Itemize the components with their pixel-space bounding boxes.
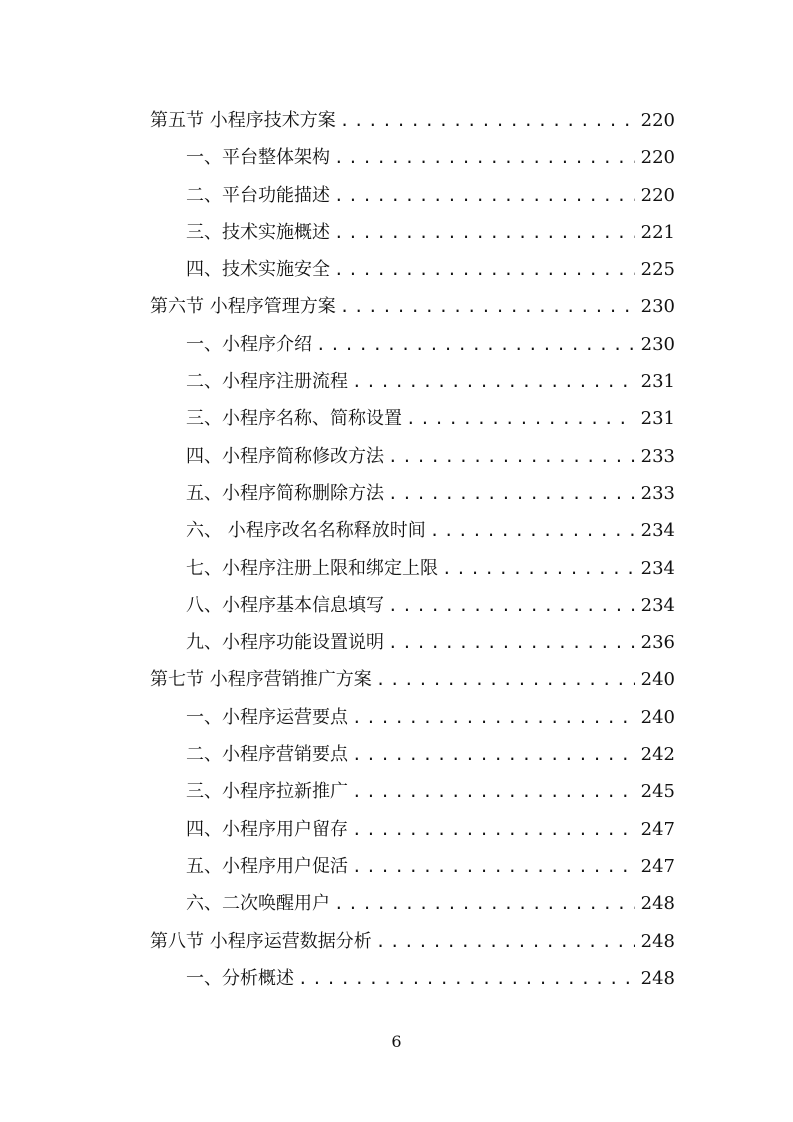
toc-dot-leader	[352, 699, 635, 736]
toc-page-number: 231	[640, 408, 675, 430]
toc-subsection-entry[interactable]	[150, 773, 675, 810]
toc-dot-leader	[334, 177, 635, 214]
toc-entry-label: 三、小程序名称、简称设置	[186, 408, 402, 430]
toc-entry-label: 四、小程序用户留存	[186, 818, 348, 840]
toc-subsection-entry[interactable]	[150, 624, 675, 661]
toc-entry-label: 一、小程序运营要点	[186, 706, 348, 728]
toc-page-number: 242	[640, 744, 675, 766]
toc-subsection-entry[interactable]	[150, 139, 675, 176]
toc-page-number: 234	[640, 557, 675, 579]
toc-section-entry[interactable]	[150, 288, 675, 325]
toc-page-number: 220	[640, 110, 675, 131]
toc-subsection-entry[interactable]	[150, 960, 675, 997]
toc-page-number: 240	[640, 706, 675, 728]
toc-dot-leader	[334, 251, 635, 288]
toc-page-number: 234	[640, 520, 675, 542]
toc-entry-label: 五、小程序用户促活	[186, 855, 348, 877]
toc-page-number: 220	[640, 184, 675, 206]
toc-dot-leader	[334, 139, 635, 176]
toc-dot-leader	[316, 326, 635, 363]
toc-dot-leader	[406, 400, 635, 437]
toc-entry-label: 一、小程序介绍	[186, 333, 312, 355]
toc-section-entry[interactable]	[150, 661, 675, 698]
toc-entry-label: 九、小程序功能设置说明	[186, 632, 384, 654]
toc-dot-leader	[352, 848, 635, 885]
toc-entry-label: 七、小程序注册上限和绑定上限	[186, 557, 438, 579]
toc-section-entry[interactable]	[150, 102, 675, 139]
toc-subsection-entry[interactable]	[150, 475, 675, 512]
toc-subsection-entry[interactable]	[150, 214, 675, 251]
toc-subsection-entry[interactable]	[150, 550, 675, 587]
toc-entry-label: 八、小程序基本信息填写	[186, 594, 384, 616]
toc-subsection-entry[interactable]	[150, 848, 675, 885]
toc-dot-leader	[352, 363, 635, 400]
toc-page-number: 247	[640, 855, 675, 877]
toc-entry-label: 第五节 小程序技术方案	[150, 110, 336, 131]
toc-subsection-entry[interactable]	[150, 885, 675, 922]
toc-page-number: 248	[640, 893, 675, 915]
toc-dot-leader	[442, 550, 635, 587]
toc-subsection-entry[interactable]	[150, 177, 675, 214]
toc-subsection-entry[interactable]	[150, 512, 675, 549]
toc-dot-leader	[376, 923, 635, 960]
toc-dot-leader	[352, 811, 635, 848]
toc-dot-leader	[388, 475, 635, 512]
toc-subsection-entry[interactable]	[150, 438, 675, 475]
toc-section-entry[interactable]	[150, 923, 675, 960]
toc-subsection-entry[interactable]	[150, 251, 675, 288]
toc-page-number: 234	[640, 594, 675, 616]
table-of-contents	[150, 102, 675, 997]
toc-dot-leader	[376, 661, 635, 698]
toc-dot-leader	[388, 438, 635, 475]
toc-dot-leader	[334, 214, 635, 251]
toc-subsection-entry[interactable]	[150, 326, 675, 363]
toc-page-number: 230	[640, 333, 675, 355]
toc-page-number: 245	[640, 781, 675, 803]
toc-page-number: 247	[640, 818, 675, 840]
toc-dot-leader	[388, 624, 635, 661]
toc-entry-label: 二、小程序注册流程	[186, 371, 348, 393]
toc-subsection-entry[interactable]	[150, 699, 675, 736]
toc-entry-label: 三、技术实施概述	[186, 221, 330, 243]
toc-dot-leader	[352, 736, 635, 773]
toc-page-number: 230	[640, 296, 675, 318]
toc-entry-label: 六、 小程序改名名称释放时间	[186, 520, 426, 542]
toc-page-number: 233	[640, 445, 675, 467]
toc-entry-label: 第八节 小程序运营数据分析	[150, 930, 372, 952]
toc-entry-label: 五、小程序简称删除方法	[186, 482, 384, 504]
toc-page-number: 248	[640, 967, 675, 989]
toc-subsection-entry[interactable]	[150, 363, 675, 400]
toc-dot-leader	[388, 587, 635, 624]
toc-page-number: 236	[640, 632, 675, 654]
toc-dot-leader	[352, 773, 635, 810]
toc-dot-leader	[340, 288, 635, 325]
toc-page-number: 240	[640, 669, 675, 691]
toc-dot-leader	[334, 885, 635, 922]
toc-page-number: 225	[640, 259, 675, 281]
toc-subsection-entry[interactable]	[150, 811, 675, 848]
toc-page-number: 231	[640, 371, 675, 393]
toc-entry-label: 六、二次唤醒用户	[186, 893, 330, 915]
toc-dot-leader	[298, 960, 635, 997]
toc-page-number: 220	[640, 147, 675, 169]
page-number: 6	[391, 1032, 402, 1051]
toc-page-number: 248	[640, 930, 675, 952]
toc-entry-label: 二、平台功能描述	[186, 184, 330, 206]
toc-entry-label: 一、平台整体架构	[186, 147, 330, 169]
toc-entry-label: 二、小程序营销要点	[186, 744, 348, 766]
toc-entry-label: 一、分析概述	[186, 967, 294, 989]
toc-page-number: 233	[640, 482, 675, 504]
toc-entry-label: 第七节 小程序营销推广方案	[150, 669, 372, 691]
toc-entry-label: 四、技术实施安全	[186, 259, 330, 281]
toc-subsection-entry[interactable]	[150, 587, 675, 624]
toc-dot-leader	[430, 512, 635, 549]
toc-entry-label: 第六节 小程序管理方案	[150, 296, 336, 318]
toc-entry-label: 三、小程序拉新推广	[186, 781, 348, 803]
toc-page-number: 221	[640, 221, 675, 243]
toc-subsection-entry[interactable]	[150, 400, 675, 437]
toc-entry-label: 四、小程序简称修改方法	[186, 445, 384, 467]
toc-subsection-entry[interactable]	[150, 736, 675, 773]
toc-dot-leader	[340, 102, 635, 139]
